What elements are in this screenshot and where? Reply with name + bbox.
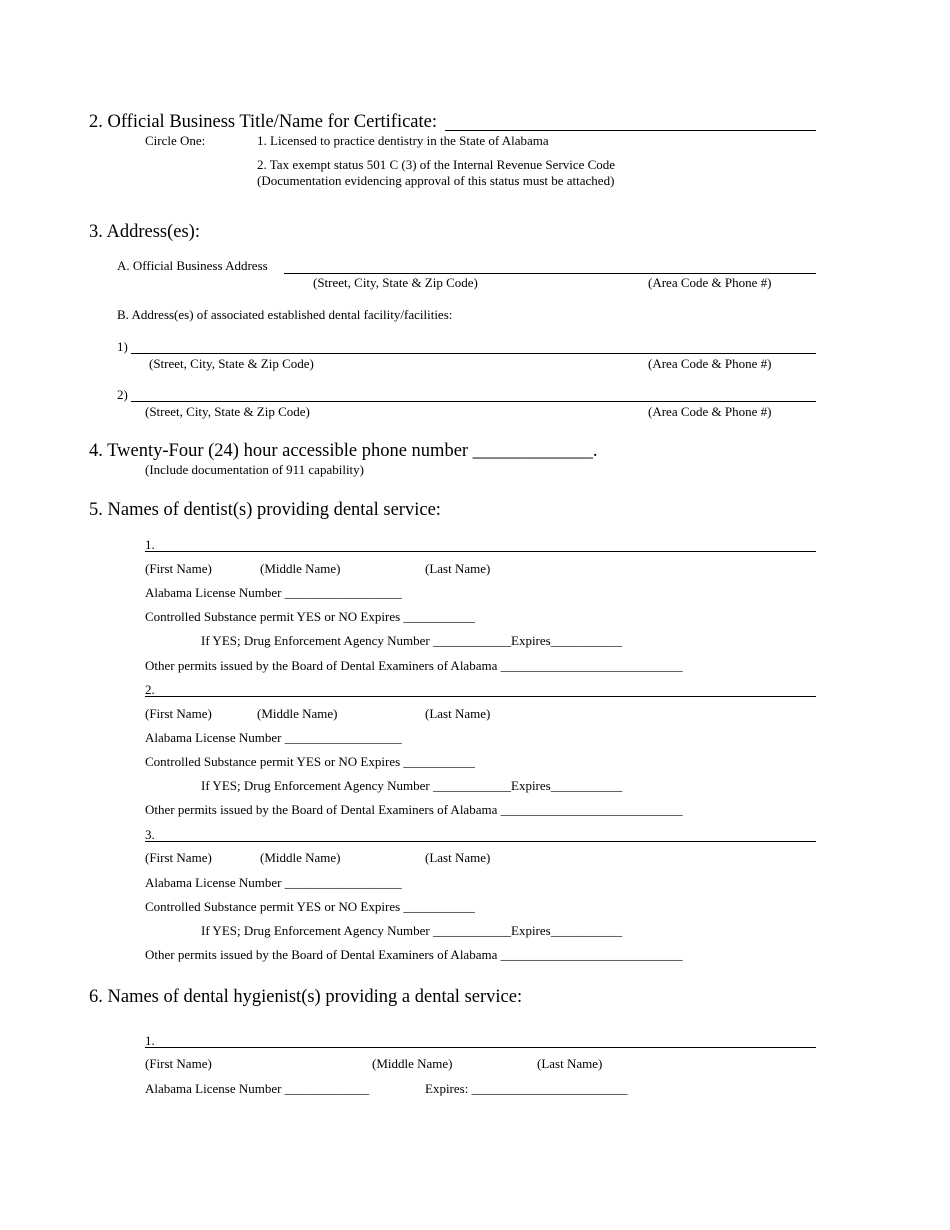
option-licensed-dentistry[interactable]: 1. Licensed to practice dentistry in the State of Alabama (257, 133, 549, 148)
dentist-2-name-field[interactable] (145, 696, 816, 697)
first-name-caption: (First Name) (145, 1056, 212, 1071)
dentist-2-license[interactable]: Alabama License Number __________________ (145, 730, 402, 745)
section-3-heading: 3. Address(es): (89, 222, 200, 242)
facility-2-field[interactable] (131, 401, 816, 402)
dentist-1-number: 1. (145, 537, 155, 552)
first-name-caption: (First Name) (145, 561, 212, 576)
street-caption: (Street, City, State & Zip Code) (149, 356, 314, 371)
dentist-1-controlled-substance[interactable]: Controlled Substance permit YES or NO Expires ___________ (145, 609, 475, 624)
street-caption: (Street, City, State & Zip Code) (313, 275, 478, 290)
hygienist-1-license[interactable]: Alabama License Number _____________ (145, 1081, 370, 1096)
section-5-heading: 5. Names of dentist(s) providing dental service: (89, 500, 441, 520)
section-2-heading: 2. Official Business Title/Name for Certificate: (89, 112, 438, 132)
dentist-3-number: 3. (145, 827, 155, 842)
dentist-2-controlled-substance[interactable]: Controlled Substance permit YES or NO Expires ___________ (145, 754, 475, 769)
official-address-label: A. Official Business Address (117, 258, 268, 273)
section-4-heading[interactable]: 4. Twenty-Four (24) hour accessible phone number _____________. (89, 441, 598, 461)
dentist-1-name-field[interactable] (145, 551, 816, 552)
associated-facilities-label: B. Address(es) of associated established dental facility/facilities: (117, 307, 453, 322)
dentist-3-license[interactable]: Alabama License Number __________________ (145, 875, 402, 890)
facility-1-field[interactable] (131, 353, 816, 354)
last-name-caption: (Last Name) (425, 706, 491, 721)
dentist-3-name-field[interactable] (145, 841, 816, 842)
dentist-1-license[interactable]: Alabama License Number __________________ (145, 585, 402, 600)
middle-name-caption: (Middle Name) (257, 706, 338, 721)
phone-caption: (Area Code & Phone #) (648, 275, 772, 290)
dentist-2-dea[interactable]: If YES; Drug Enforcement Agency Number ____________Expires___________ (201, 778, 623, 793)
first-name-caption: (First Name) (145, 850, 212, 865)
middle-name-caption: (Middle Name) (372, 1056, 453, 1071)
dentist-2-number: 2. (145, 682, 155, 697)
street-caption: (Street, City, State & Zip Code) (145, 404, 310, 419)
option-tax-exempt[interactable]: 2. Tax exempt status 501 C (3) of the Internal Revenue Service Code (257, 157, 616, 172)
hygienist-1-number: 1. (145, 1033, 155, 1048)
last-name-caption: (Last Name) (425, 561, 491, 576)
facility-2-label: 2) (117, 387, 128, 402)
dentist-3-controlled-substance[interactable]: Controlled Substance permit YES or NO Expires ___________ (145, 899, 475, 914)
tax-exempt-note: (Documentation evidencing approval of this status must be attached) (257, 173, 615, 188)
last-name-caption: (Last Name) (537, 1056, 603, 1071)
first-name-caption: (First Name) (145, 706, 212, 721)
circle-one-label: Circle One: (145, 133, 206, 148)
hygienist-1-expires[interactable]: Expires: ________________________ (425, 1081, 628, 1096)
phone-caption: (Area Code & Phone #) (648, 404, 772, 419)
dentist-1-dea[interactable]: If YES; Drug Enforcement Agency Number ____________Expires___________ (201, 633, 623, 648)
section-6-heading: 6. Names of dental hygienist(s) providing a dental service: (89, 987, 523, 1007)
last-name-caption: (Last Name) (425, 850, 491, 865)
middle-name-caption: (Middle Name) (260, 850, 341, 865)
facility-1-label: 1) (117, 339, 128, 354)
phone-911-note: (Include documentation of 911 capability) (145, 462, 365, 477)
business-title-field[interactable] (445, 130, 816, 131)
middle-name-caption: (Middle Name) (260, 561, 341, 576)
official-address-field[interactable] (284, 273, 816, 274)
dentist-3-other-permits[interactable]: Other permits issued by the Board of Dental Examiners of Alabama ____________________________ (145, 947, 683, 962)
dentist-2-other-permits[interactable]: Other permits issued by the Board of Dental Examiners of Alabama ____________________________ (145, 802, 683, 817)
hygienist-1-name-field[interactable] (145, 1047, 816, 1048)
phone-caption: (Area Code & Phone #) (648, 356, 772, 371)
dentist-3-dea[interactable]: If YES; Drug Enforcement Agency Number ____________Expires___________ (201, 923, 623, 938)
dentist-1-other-permits[interactable]: Other permits issued by the Board of Dental Examiners of Alabama ____________________________ (145, 658, 683, 673)
